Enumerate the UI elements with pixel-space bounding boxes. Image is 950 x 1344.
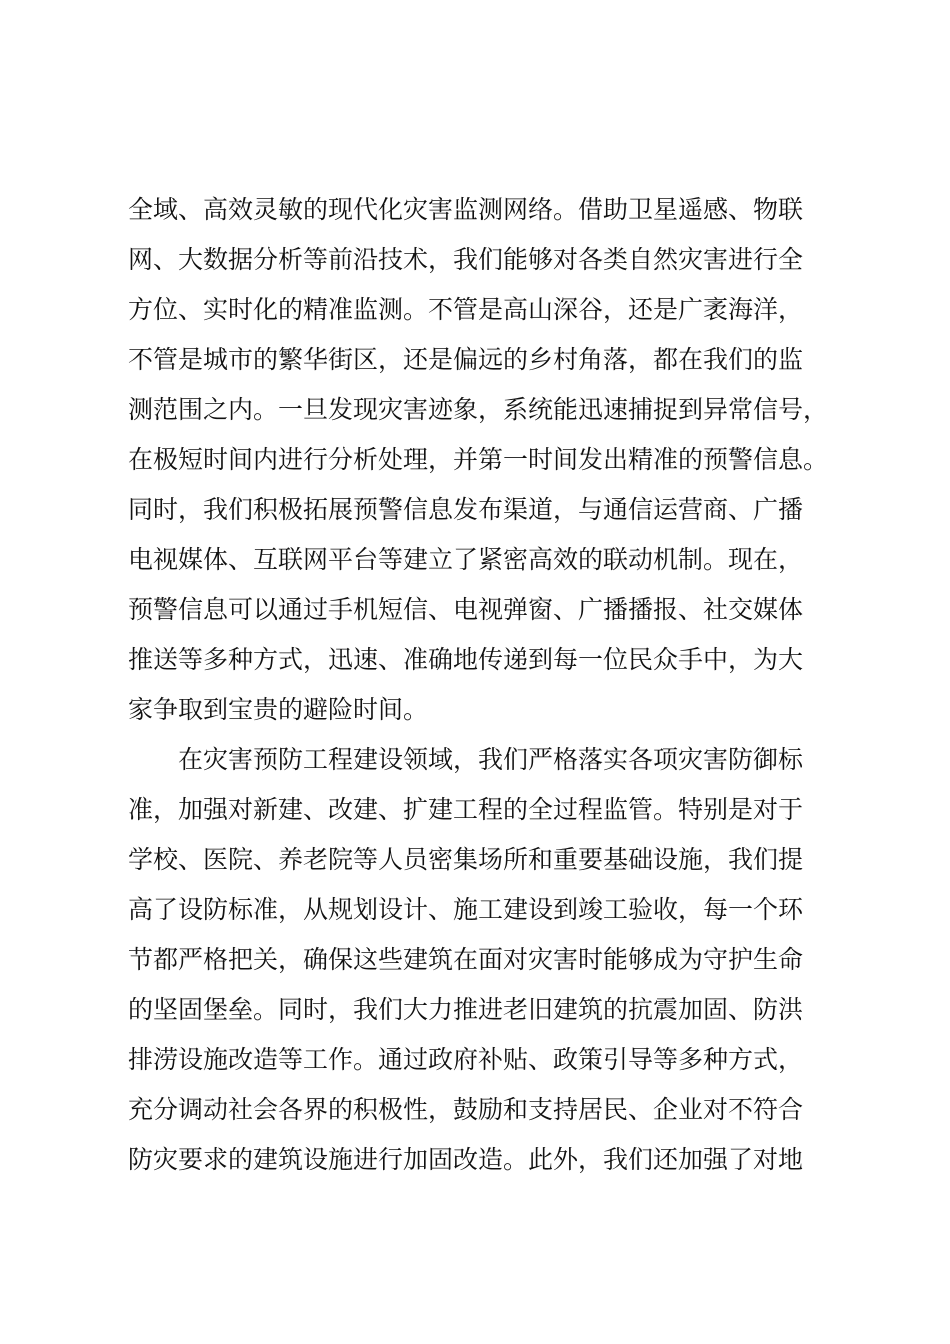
text-line: 在极短时间内进行分析处理，并第一时间发出精准的预警信息。 xyxy=(128,445,829,474)
text-line: 同时，我们积极拓展预警信息发布渠道，与通信运营商、广播 xyxy=(128,495,804,524)
text-line: 家争取到宝贵的避险时间。 xyxy=(128,695,429,724)
text-line: 节都严格把关，确保这些建筑在面对灾害时能够成为守护生命 xyxy=(128,945,804,974)
text-line: 的坚固堡垒。同时，我们大力推进老旧建筑的抗震加固、防洪 xyxy=(128,995,804,1024)
paragraph-2 xyxy=(128,735,848,1185)
text-line: 测范围之内。一旦发现灾害迹象，系统能迅速捕捉到异常信号， xyxy=(128,395,829,424)
text-line: 排涝设施改造等工作。通过政府补贴、政策引导等多种方式， xyxy=(128,1045,804,1074)
text-line: 不管是城市的繁华街区，还是偏远的乡村角落，都在我们的监 xyxy=(128,345,804,374)
text-line: 网、大数据分析等前沿技术，我们能够对各类自然灾害进行全 xyxy=(128,245,804,274)
text-line: 电视媒体、互联网平台等建立了紧密高效的联动机制。现在， xyxy=(128,545,804,574)
body-text xyxy=(128,185,848,1185)
paragraph-1 xyxy=(128,185,848,735)
text-line: 在灾害预防工程建设领域，我们严格落实各项灾害防御标 xyxy=(178,745,804,774)
text-line: 推送等多种方式，迅速、准确地传递到每一位民众手中，为大 xyxy=(128,645,804,674)
text-line: 高了设防标准，从规划设计、施工建设到竣工验收，每一个环 xyxy=(128,895,804,924)
text-line: 学校、医院、养老院等人员密集场所和重要基础设施，我们提 xyxy=(128,845,804,874)
text-line: 全域、高效灵敏的现代化灾害监测网络。借助卫星遥感、物联 xyxy=(128,195,804,224)
text-line: 方位、实时化的精准监测。不管是高山深谷，还是广袤海洋， xyxy=(128,295,804,324)
text-line: 充分调动社会各界的积极性，鼓励和支持居民、企业对不符合 xyxy=(128,1095,804,1124)
text-line: 防灾要求的建筑设施进行加固改造。此外，我们还加强了对地 xyxy=(128,1145,804,1174)
text-line: 预警信息可以通过手机短信、电视弹窗、广播播报、社交媒体 xyxy=(128,595,804,624)
text-line: 准，加强对新建、改建、扩建工程的全过程监管。特别是对于 xyxy=(128,795,804,824)
